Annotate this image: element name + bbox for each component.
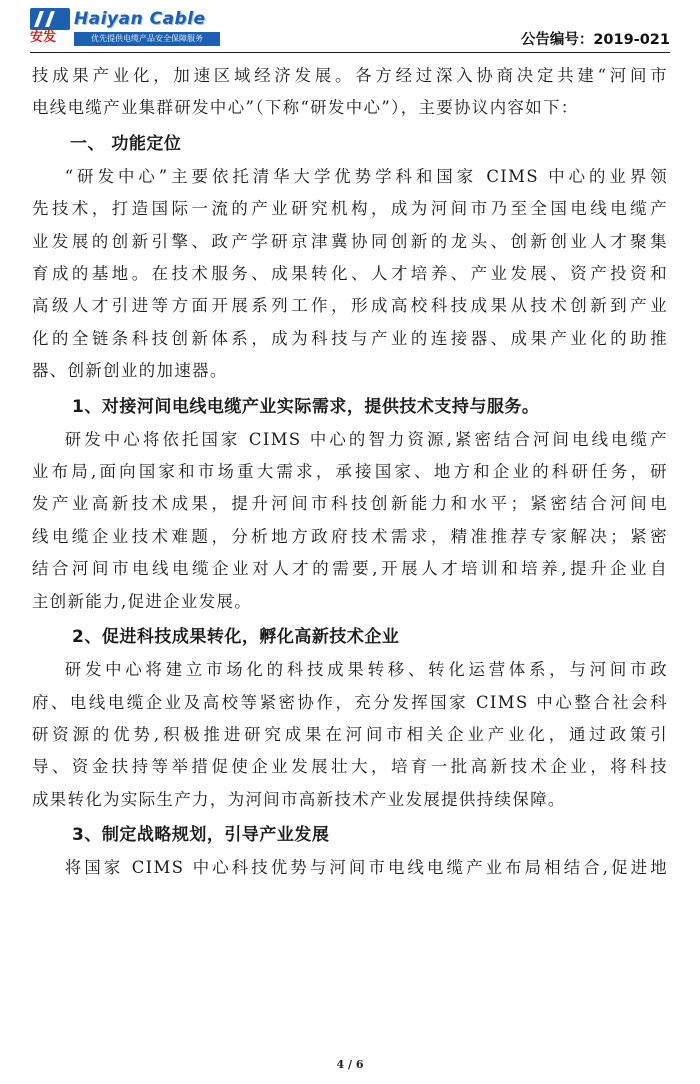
paragraph-line: 高级人才引进等方面开展系列工作，形成高校科技成果从技术创新到产业 bbox=[32, 296, 668, 316]
paragraph-line: 线电缆企业技术难题，分析地方政府技术需求，精准推荐专家解决；紧密 bbox=[32, 526, 668, 546]
paragraph-line: 研发中心将建立市场化的科技成果转移、转化运营体系，与河间市政 bbox=[64, 660, 668, 680]
paragraph-line: 主创新能力,促进企业发展。 bbox=[32, 591, 253, 611]
paragraph-line: 化的全链条科技创新体系，成为科技与产业的连接器、成果产业化的助推 bbox=[32, 328, 668, 348]
company-logo bbox=[30, 8, 220, 48]
paragraph-line: 成果转化为实际生产力，为河间市高新技术产业发展提供持续保障。 bbox=[32, 789, 566, 809]
paragraph-line: 研资源的优势,积极推进研究成果在河间市相关企业产业化，通过政策引 bbox=[32, 724, 668, 744]
paragraph-line: 育成的基地。在技术服务、成果转化、人才培养、产业发展、资产投资和 bbox=[32, 264, 668, 284]
paragraph-line: 业发展的创新引擎、政产学研京津冀协同创新的龙头、创新创业人才聚集 bbox=[32, 231, 668, 251]
item-heading-2: 2、促进科技成果转化，孵化高新技术企业 bbox=[72, 627, 400, 648]
paragraph-line: 结合河间市电线电缆企业对人才的需要,开展人才培训和培养,提升企业自 bbox=[32, 559, 668, 579]
logo-mark-icon bbox=[30, 8, 70, 30]
item-heading-3: 3、制定战略规划，引导产业发展 bbox=[72, 825, 330, 846]
logo-name-text: Haiyan Cable bbox=[74, 9, 206, 29]
document-body bbox=[32, 60, 668, 885]
header-divider bbox=[30, 52, 670, 53]
logo-slogan-text: 优先提供电缆产品安全保障服务 bbox=[74, 32, 220, 46]
section-heading-function: 一、 功能定位 bbox=[70, 133, 182, 154]
page-number: 4 / 6 bbox=[336, 1058, 364, 1071]
intro-line: 技成果产业化，加速区域经济发展。各方经过深入协商决定共建“河间市 bbox=[32, 66, 668, 85]
paragraph-line: 将国家 CIMS 中心科技优势与河间市电线电缆产业布局相结合,促进地 bbox=[64, 858, 668, 878]
notice-number: 公告编号：2019-021 bbox=[520, 32, 670, 48]
paragraph-line: “研发中心”主要依托清华大学优势学科和国家 CIMS 中心的业界领 bbox=[64, 166, 668, 186]
paragraph-line: 器、创新创业的加速器。 bbox=[32, 361, 228, 381]
page-header bbox=[30, 8, 670, 50]
logo-brand-text: 安发 bbox=[30, 30, 57, 45]
paragraph-line: 发产业高新技术成果，提升河间市科技创新能力和水平；紧密结合河间电 bbox=[32, 494, 668, 514]
paragraph-line: 府、电线电缆企业及高校等紧密协作，充分发挥国家 CIMS 中心整合社会科 bbox=[32, 692, 668, 712]
paragraph-line: 业布局,面向国家和市场重大需求，承接国家、地方和企业的科研任务，研 bbox=[32, 462, 668, 482]
paragraph-line: 导、资金扶持等举措促使企业发展壮大，培育一批高新技术企业，将科技 bbox=[32, 757, 668, 777]
intro-line: 电线电缆产业集群研发中心”（下称“研发中心”），主要协议内容如下： bbox=[32, 98, 579, 118]
paragraph-line: 研发中心将依托国家 CIMS 中心的智力资源,紧密结合河间电线电缆产 bbox=[64, 429, 668, 449]
paragraph-line: 先技术，打造国际一流的产业研究机构，成为河间市乃至全国电线电缆产 bbox=[32, 199, 668, 219]
item-heading-1: 1、对接河间电线电缆产业实际需求，提供技术支持与服务。 bbox=[72, 396, 540, 417]
